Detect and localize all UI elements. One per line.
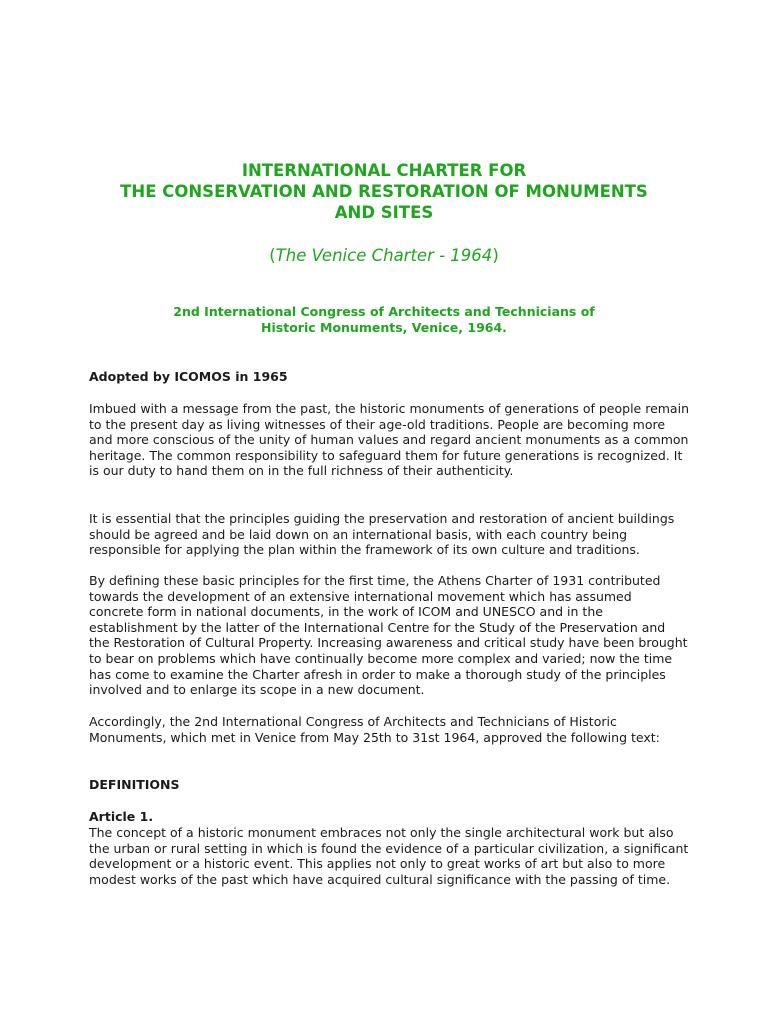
congress-line-2: Historic Monuments, Venice, 1964. bbox=[261, 320, 507, 335]
preamble-paragraph-3: By defining these basic principles for the first time, the Athens Charter of 1931 contributed towards the development of an extensive international movement which has assumed concrete form in national documents, in the work of ICOM and UNESCO and in the establishment by the latter of the International Centre for the Study of the Preservation and the Restoration of Cultural Property. Increasing awareness and critical study have been brought to bear on problems which have continually become more complex and varied; now the time has come to examine the Charter afresh in order to make a thorough study of the principles involved and to enlarge its scope in a new document. bbox=[89, 573, 688, 698]
preamble-paragraph-2: It is essential that the principles guiding the preservation and restoration of ancient buildings should be agreed and be laid down on an international basis, with each country being responsible for applying the plan within the framework of its own culture and traditions. bbox=[89, 511, 675, 558]
preamble-paragraph-4: Accordingly, the 2nd International Congress of Architects and Technicians of Historic Monuments, which met in Venice from May 25th to 31st 1964, approved the following text: bbox=[89, 714, 660, 745]
congress-line-1: 2nd International Congress of Architects and Technicians of bbox=[173, 304, 595, 319]
article-1-text: The concept of a historic monument embraces not only the single architectural work but also the urban or rural setting in which is found the evidence of a particular civilization, a significant development or a historic event. This applies not only to great works of art but also to more modest works of the past which have acquired cultural significance with the passing of time. bbox=[89, 825, 689, 887]
subtitle-venice-charter: The Venice Charter - 1964 bbox=[275, 246, 493, 265]
charter-subtitle bbox=[60, 245, 708, 267]
charter-title-line-1: INTERNATIONAL CHARTER FOR bbox=[241, 161, 527, 180]
subtitle-open-paren: ( bbox=[269, 246, 276, 265]
adopted-by-line: Adopted by ICOMOS in 1965 bbox=[89, 369, 288, 384]
charter-title-line-3: AND SITES bbox=[334, 203, 434, 222]
charter-title bbox=[60, 160, 708, 223]
preamble-paragraph-1: Imbued with a message from the past, the historic monuments of generations of people remain to the present day as living witnesses of their age-old traditions. People are becoming more and more conscious of the unity of human values and regard ancient monuments as a common heritage. The common responsibility to safeguard them for future generations is recognized. It is our duty to hand them on in the full richness of their authenticity. bbox=[89, 401, 689, 479]
charter-title-line-2: THE CONSERVATION AND RESTORATION OF MONUMENTS bbox=[120, 182, 648, 201]
congress-heading bbox=[100, 304, 668, 336]
subtitle-close-paren: ) bbox=[492, 246, 499, 265]
article-1-heading: Article 1. bbox=[89, 809, 154, 824]
definitions-heading: DEFINITIONS bbox=[89, 777, 180, 792]
